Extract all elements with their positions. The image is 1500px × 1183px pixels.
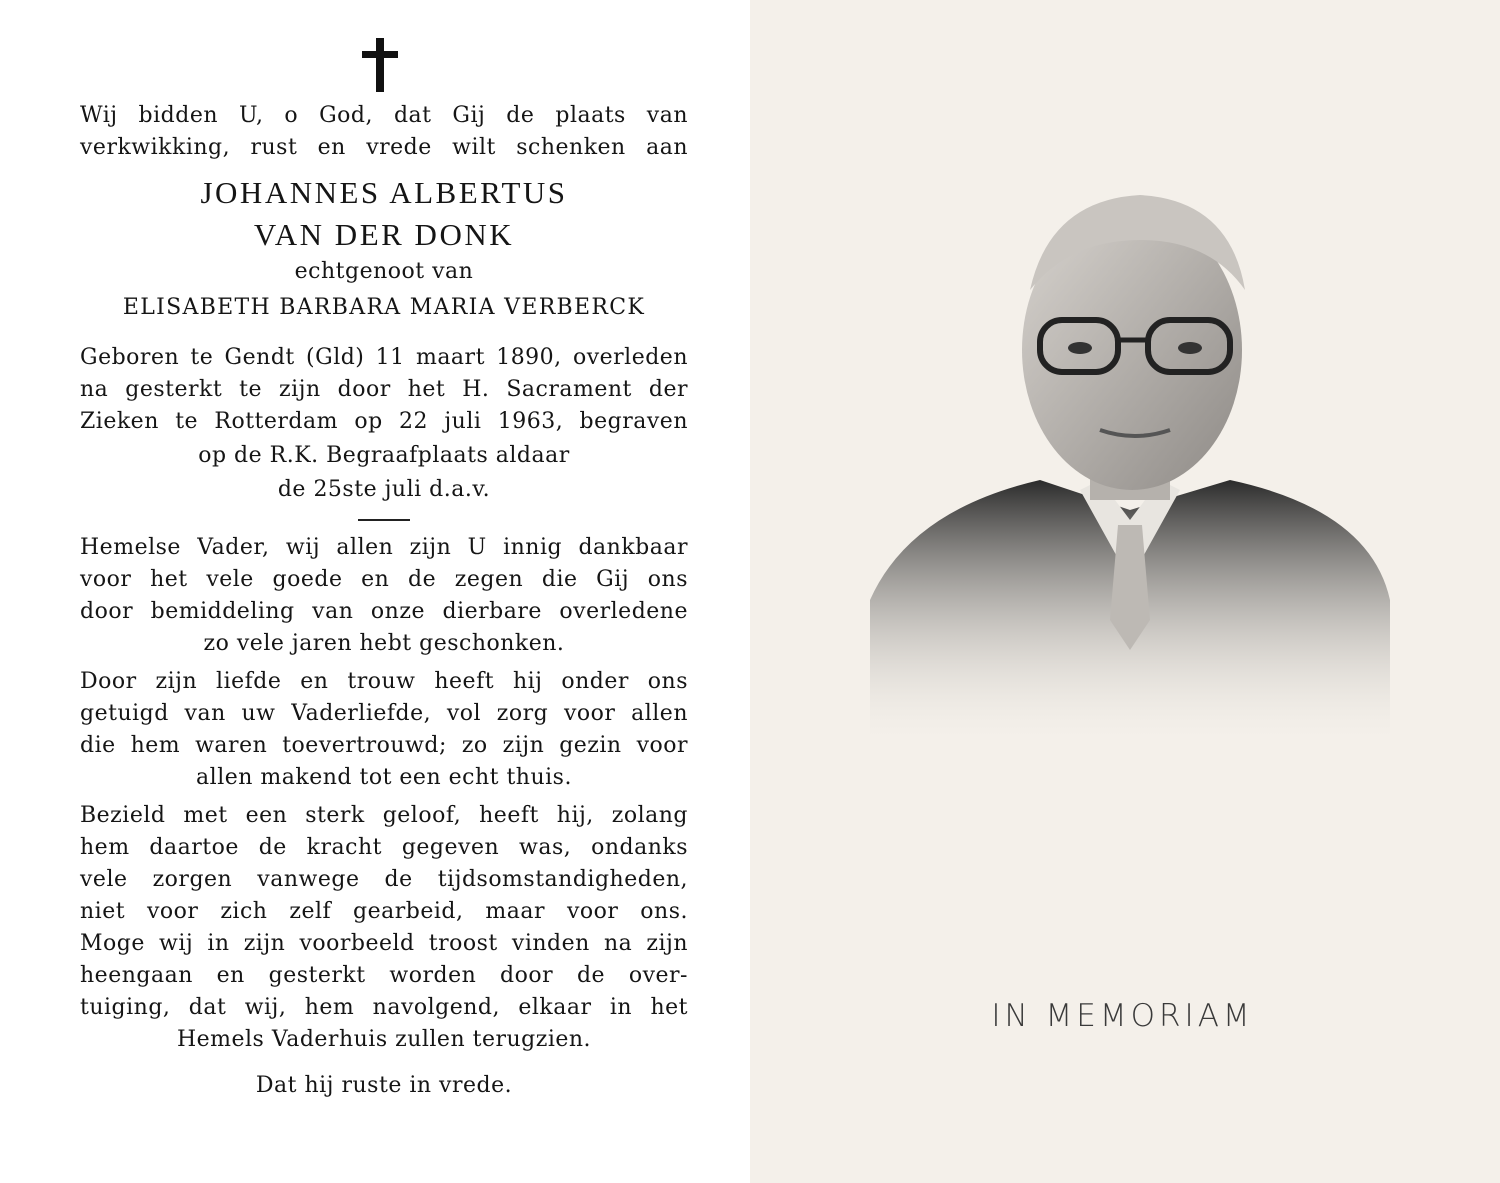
bio-line: na gesterkt te zijn door het H. Sacrament der (80, 377, 688, 402)
bio-line: de 25ste juli d.a.v. (277, 477, 491, 502)
paragraph-line: die hem waren toevertrouwd; zo zijn gezin voor (80, 733, 688, 758)
closing-line: Dat hij ruste in vrede. (255, 1073, 513, 1098)
bio-line: Zieken te Rotterdam op 22 juli 1963, begraven (80, 409, 688, 434)
paragraph-line: niet voor zich zelf gearbeid, maar voor ons. (80, 899, 688, 924)
spouse-intro: echtgenoot van (294, 259, 474, 284)
paragraph-line: Moge wij in zijn voorbeeld troost vinden na zijn (80, 931, 688, 956)
bio-line: Geboren te Gendt (Gld) 11 maart 1890, overleden (80, 345, 688, 370)
in-memoriam-caption: IN MEMORIAM (991, 998, 1254, 1034)
paragraph-line: Bezield met een sterk geloof, heeft hij, zolang (80, 803, 688, 828)
prayer-intro-line: Wij bidden U, o God, dat Gij de plaats van (80, 103, 688, 128)
paragraph-line: zo vele jaren hebt geschonken. (203, 631, 565, 656)
paragraph-line: getuigd van uw Vaderliefde, vol zorg voor allen (80, 701, 688, 726)
paragraph-line: Door zijn liefde en trouw heeft hij onder ons (80, 669, 688, 694)
paragraph-line: voor het vele goede en de zegen die Gij ons (80, 567, 688, 592)
deceased-name-line: JOHANNES ALBERTUS (200, 175, 568, 210)
paragraph-line: tuiging, dat wij, hem navolgend, elkaar in het (80, 995, 688, 1020)
paragraph-line: heengaan en gesterkt worden door de over- (80, 963, 688, 988)
paragraph-line: allen makend tot een echt thuis. (196, 765, 572, 790)
latin-cross-icon (362, 38, 398, 92)
portrait-photo (850, 180, 1410, 740)
deceased-name-line: VAN DER DONK (253, 217, 515, 252)
paragraph-line: hem daartoe de kracht gegeven was, ondanks (80, 835, 688, 860)
prayer-intro-line: verkwikking, rust en vrede wilt schenken aan (80, 135, 688, 160)
paragraph-line: Hemels Vaderhuis zullen terugzien. (176, 1027, 592, 1052)
paragraph-line: Hemelse Vader, wij allen zijn U innig dankbaar (80, 535, 688, 560)
spouse-name: ELISABETH BARBARA MARIA VERBERCK (122, 295, 646, 320)
paragraph-line: door bemiddeling van onze dierbare overledene (80, 599, 688, 624)
paragraph-line: vele zorgen vanwege de tijdsomstandigheden, (80, 867, 688, 892)
section-divider (358, 519, 410, 521)
bio-line: op de R.K. Begraafplaats aldaar (198, 443, 570, 468)
